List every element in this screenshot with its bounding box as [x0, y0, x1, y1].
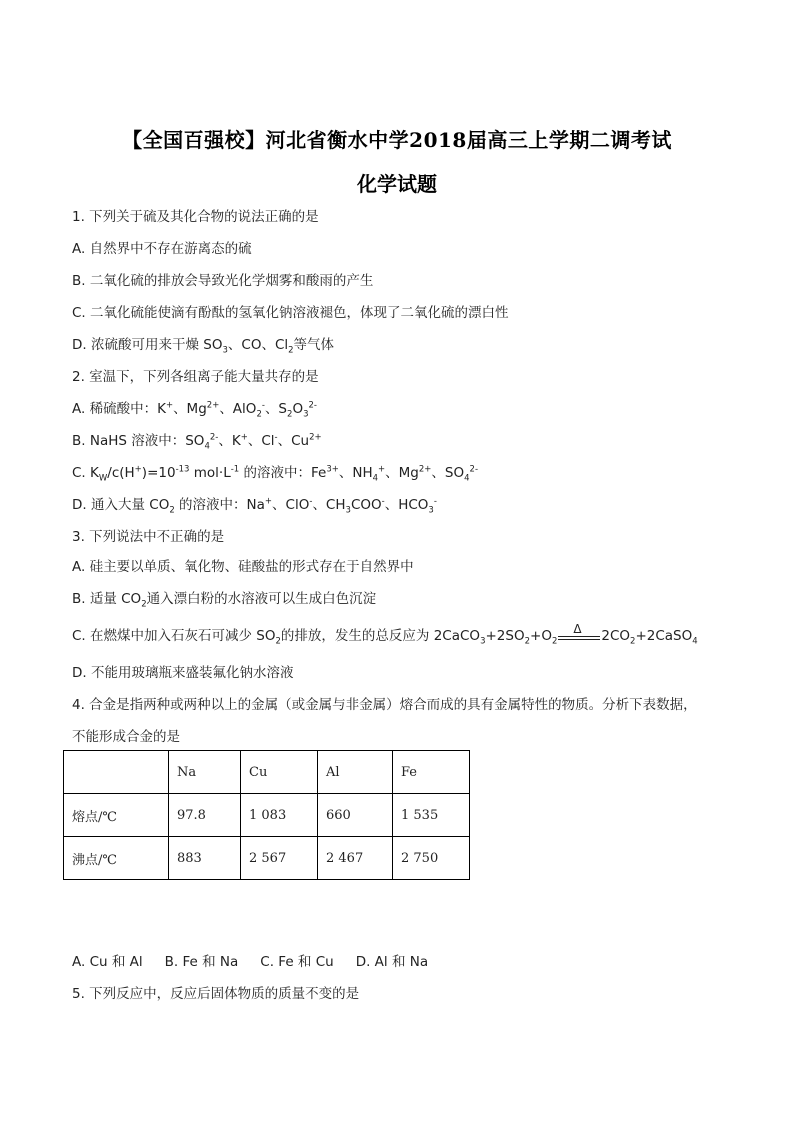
- q2-option-a: A. 稀硫酸中：K+、$Mg^{2+}$、AlO$_2$-、$S_2O_3^{2-}$: [72, 400, 317, 420]
- table-header-cell: Cu: [241, 751, 318, 794]
- q1-stem: 1. 下列关于硫及其化合物的说法正确的是: [72, 209, 319, 225]
- q3-stem: 3. 下列说法中不正确的是: [72, 529, 225, 545]
- q1-option-b: B. 二氧化硫的排放会导致光化学烟雾和酸雨的产生: [72, 273, 374, 289]
- table-cell: 2 467: [318, 837, 393, 880]
- table-cell: 1 083: [241, 794, 318, 837]
- q4-option-c: C. Fe 和 Cu: [260, 954, 334, 970]
- heat-condition-arrow: [558, 622, 600, 643]
- q2-option-c: C. $K_W/c(H^+)=10^{-13}$ $mol\cdot L^{-1}$ 的溶液中：$Fe^{3+}$、$NH_4^+$、$Mg^{2+}$、$SO_4^{2-}$: [72, 464, 479, 484]
- table-cell: 2 750: [393, 837, 470, 880]
- delta-symbol: Δ: [573, 622, 582, 636]
- q1-option-a: A. 自然界中不存在游离态的硫: [72, 241, 252, 257]
- q3-option-a: A. 硅主要以单质、氧化物、硅酸盐的形式存在于自然界中: [72, 559, 414, 575]
- q4-stem-line1: 4. 合金是指两种或两种以上的金属（或金属与非金属）熔合而成的具有金属特性的物质。分析下表数据，: [72, 697, 697, 713]
- q4-option-a: A. Cu 和 Al: [72, 954, 143, 970]
- q1-option-c: C. 二氧化硫能使滴有酚酞的氢氧化钠溶液褪色，体现了二氧化硫的漂白性: [72, 305, 509, 321]
- page-title: 【全国百强校】河北省衡水中学2018届高三上学期二调考试: [122, 128, 672, 152]
- table-cell: 97.8: [169, 794, 241, 837]
- q1-option-d: D. 浓硫酸可用来干燥 $SO_3$、CO、$Cl_2$等气体: [72, 337, 335, 356]
- q2-option-d: D. 通入大量 $CO_2$ 的溶液中：Na+、ClO-、$CH_3COO^-$、$HCO_3^-$: [72, 496, 437, 516]
- q2-stem: 2. 室温下，下列各组离子能大量共存的是: [72, 369, 319, 385]
- q5-stem: 5. 下列反应中，反应后固体物质的质量不变的是: [72, 986, 360, 1002]
- alloy-data-table: [63, 750, 470, 880]
- table-header-row: [64, 751, 470, 794]
- table-cell: 沸点/℃: [64, 837, 169, 880]
- q3-option-b: B. 适量 $CO_2$通入漂白粉的水溶液可以生成白色沉淀: [72, 591, 377, 610]
- table-cell: 1 535: [393, 794, 470, 837]
- q4-option-d: D. Al 和 Na: [355, 954, 429, 970]
- table-header-cell: Na: [169, 751, 241, 794]
- table-header-cell: Fe: [393, 751, 470, 794]
- table-row: [64, 837, 470, 880]
- table-cell: 883: [169, 837, 241, 880]
- q4-options: [72, 953, 450, 971]
- table-row: [64, 794, 470, 837]
- table-header-cell: Al: [318, 751, 393, 794]
- page-subtitle: 化学试题: [357, 172, 437, 196]
- q3-option-c: C. 在燃煤中加入石灰石可减少 $SO_2$的排放，发生的总反应为 $2CaCO_3+2SO_2+O_2$ Δ $2CO_2+2CaSO_4$: [72, 622, 698, 647]
- q3-option-d: D. 不能用玻璃瓶来盛装氟化钠水溶液: [72, 665, 294, 681]
- table-cell: 熔点/℃: [64, 794, 169, 837]
- q2-option-b: B. NaHS 溶液中：$SO_4^{2-}$、K+、Cl-、$Cu^{2+}$: [72, 432, 322, 452]
- table-cell: 660: [318, 794, 393, 837]
- q4-stem-line2: 不能形成合金的是: [72, 729, 180, 745]
- table-header-cell: [64, 751, 169, 794]
- q4-option-b: B. Fe 和 Na: [164, 954, 239, 970]
- table-cell: 2 567: [241, 837, 318, 880]
